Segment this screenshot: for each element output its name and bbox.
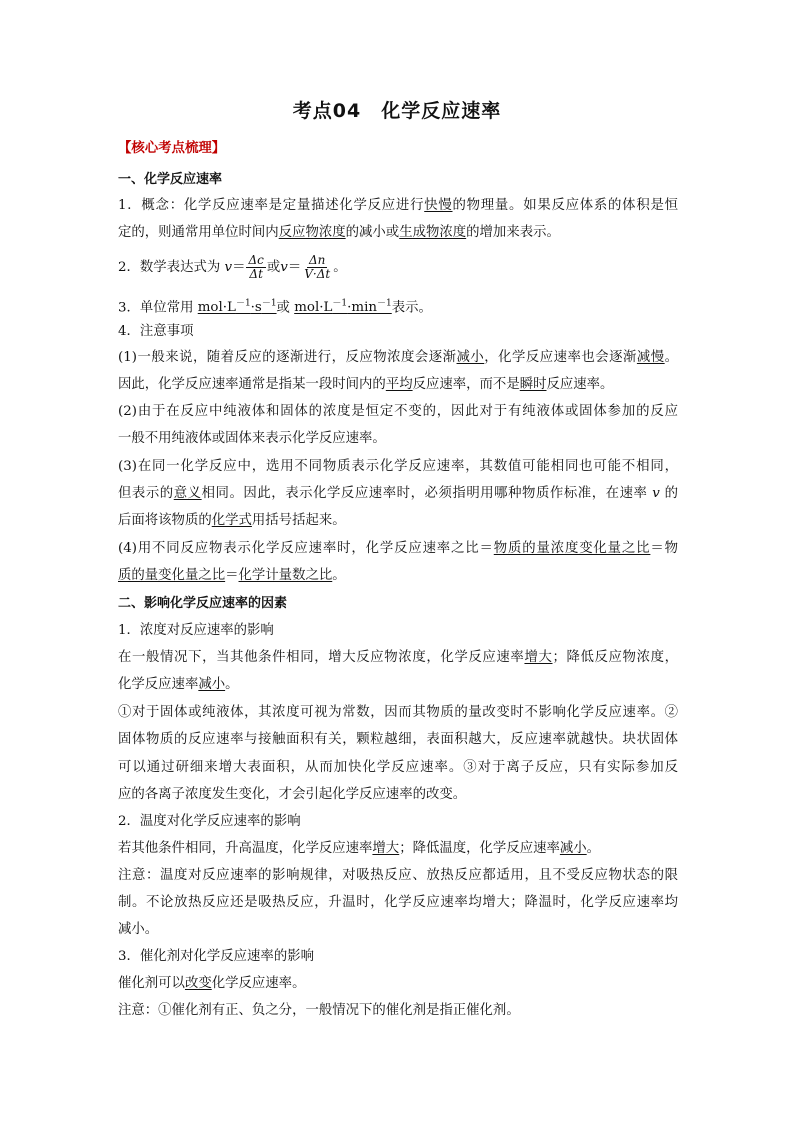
core-section-label: 【核心考点梳理】 <box>118 141 226 156</box>
denominator: Δt <box>249 267 263 281</box>
key-term: 减小 <box>559 841 587 856</box>
heading-factors: 二、影响化学反应速率的因素 <box>118 596 288 611</box>
concentration-line-3: ①对于固体或纯液体，其浓度可视为常数，因而其物质的量改变时不影响化学反应速率。② <box>118 705 678 720</box>
concentration-line-2 <box>118 675 678 695</box>
text: (1)一般来说，随着反应的逐渐进行，反应物浓度会逐渐 <box>118 350 457 365</box>
notes-heading: 4．注意事项 <box>118 324 194 339</box>
text: 化学反应速率。 <box>211 976 306 991</box>
note-1-line-1 <box>118 348 678 368</box>
numerator: Δc <box>248 253 264 267</box>
text: 1．概念：化学反应速率是定量描述化学反应进行 <box>118 198 425 213</box>
text: (4)用不同反应物表示化学反应速率时，化学反应速率之比＝ <box>118 541 494 556</box>
key-term: 质的量变化量之比 <box>118 568 226 583</box>
key-term: 反应物浓度 <box>278 225 346 240</box>
catalyst-heading: 3．催化剂对化学反应速率的影响 <box>118 949 314 964</box>
text: ＝物 <box>650 541 679 556</box>
text: ；降低温度，化学反应速率 <box>399 841 560 856</box>
concentration-heading: 1．浓度对反应速率的影响 <box>118 623 274 638</box>
note-4-line-1 <box>118 539 678 559</box>
text: 相同。因此，表示化学反应速率时，必须指明用哪种物质作标准，在速率 <box>201 486 653 501</box>
text: 化学反应速率 <box>118 677 199 692</box>
text: 定的，则通常用单位时间内 <box>118 225 279 240</box>
catalyst-line-1 <box>118 974 678 994</box>
key-term: 物质的量浓度变化量之比 <box>493 541 651 556</box>
text: 。 <box>586 841 601 856</box>
concentration-line-4: 固体物质的反应速率与接触面积有关，颗粒越细，表面积越大，反应速率就越快。块状固体 <box>118 732 678 747</box>
text: 的减小或 <box>345 225 400 240</box>
exponent: －1 <box>377 299 392 309</box>
exponent: －1 <box>261 299 277 309</box>
note-3-line-1: (3)在同一化学反应中，选用不同物质表示化学反应速率，其数值可能相同也可能不相同， <box>118 459 678 474</box>
text: 的 <box>659 486 679 501</box>
symbol: v <box>280 260 288 275</box>
text: 但表示的 <box>118 486 174 501</box>
text: 表示。 <box>391 300 432 316</box>
text: 因此，化学反应速率通常是指某一段时间内的 <box>118 377 386 392</box>
key-term: 化学计量数之比 <box>238 568 333 583</box>
text: 的物理量。如果反应体系的体积是恒 <box>452 198 678 213</box>
temperature-heading: 2．温度对化学反应速率的影响 <box>118 814 301 829</box>
note-3-line-2 <box>118 484 678 504</box>
fraction-dn-vdt <box>302 254 332 281</box>
key-term: 快慢 <box>424 198 453 213</box>
key-term: 改变 <box>184 976 212 991</box>
text: 。 <box>225 677 239 692</box>
key-term: 化学式 <box>211 513 252 528</box>
unit-2 <box>294 300 392 315</box>
text: 的增加来表示。 <box>466 225 560 240</box>
text: 3．单位常用 <box>118 300 198 316</box>
exponent: －1 <box>235 299 251 309</box>
text: 在一般情况下，当其他条件相同，增大反应物浓度，化学反应速率 <box>118 650 525 665</box>
text: ＝ <box>287 260 302 275</box>
heading-rate: 一、化学反应速率 <box>118 172 223 187</box>
concept-line-2 <box>118 223 678 243</box>
catalyst-line-2: 注意：①催化剂有正、负之分，一般情况下的催化剂是指正催化剂。 <box>118 1003 520 1018</box>
text: 反应速率，而不是 <box>412 377 520 392</box>
key-term: 减慢 <box>636 350 665 365</box>
temperature-line-1 <box>118 839 678 859</box>
unit-1 <box>198 300 277 315</box>
key-term: 减小 <box>198 677 226 692</box>
text: 。 <box>333 260 347 275</box>
note-3-line-3 <box>118 511 678 531</box>
text: ＝ <box>225 568 239 583</box>
key-term: 生成物浓度 <box>399 225 467 240</box>
note-2-line-2: 一般不用纯液体或固体来表示化学反应速率。 <box>118 431 386 446</box>
key-term: 瞬时 <box>519 377 547 392</box>
note-4-line-2 <box>118 566 678 586</box>
text: 若其他条件相同，升高温度，化学反应速率 <box>118 841 373 856</box>
temperature-line-2: 注意：温度对反应速率的影响规律，对吸热反应、放热反应都适用，且不受反应物状态的限 <box>118 868 678 883</box>
text: ；降低反应物浓度， <box>552 650 678 665</box>
temperature-line-3: 制。不论放热反应还是吸热反应，升温时，化学反应速率均增大；降温时，化学反应速率均 <box>118 895 678 910</box>
key-term: 减小 <box>456 350 485 365</box>
text: 用括号括起来。 <box>251 513 346 528</box>
denominator: V·Δt <box>304 267 331 281</box>
text: ·s <box>250 300 262 316</box>
exponent: －1 <box>332 299 348 309</box>
concentration-line-6: 应的各离子浓度发生变化，才会引起化学反应速率的改变。 <box>118 787 467 802</box>
key-term: 意义 <box>173 486 202 501</box>
text: 或 <box>266 260 281 275</box>
temperature-line-4: 减小。 <box>118 922 159 937</box>
text: 反应速率。 <box>546 377 614 392</box>
text: ·min <box>347 300 378 316</box>
numerator: Δn <box>309 253 326 267</box>
key-term: 增大 <box>372 841 400 856</box>
page-title: 考点04 化学反应速率 <box>292 100 502 122</box>
concept-line-1 <box>118 196 678 216</box>
text: mol·L <box>197 300 236 316</box>
math-expression <box>118 253 678 283</box>
symbol: v <box>224 260 233 275</box>
symbol: v <box>652 486 660 501</box>
key-term: 增大 <box>524 650 553 665</box>
concentration-line-5: 可以通过研细来增大表面积，从而加快化学反应速率。③对于离子反应，只有实际参加反 <box>118 760 678 775</box>
key-term: 平均 <box>385 377 413 392</box>
text: 催化剂可以 <box>118 976 185 991</box>
concentration-line-1 <box>118 648 678 668</box>
note-2-line-1: (2)由于在反应中纯液体和固体的浓度是恒定不变的，因此对于有纯液体或固体参加的反应 <box>118 404 678 419</box>
text: ，化学反应速率也会逐渐 <box>484 350 637 365</box>
text: 2．数学表达式为 <box>118 260 225 275</box>
text: 或 <box>276 300 295 316</box>
text: 后面将该物质的 <box>118 513 212 528</box>
text: mol·L <box>294 300 333 316</box>
text: ＝ <box>232 260 246 275</box>
fraction-dc-dt <box>246 254 265 281</box>
text: 。 <box>664 350 679 365</box>
text: 。 <box>332 568 346 583</box>
unit-line <box>118 294 678 318</box>
note-1-line-2 <box>118 375 678 395</box>
